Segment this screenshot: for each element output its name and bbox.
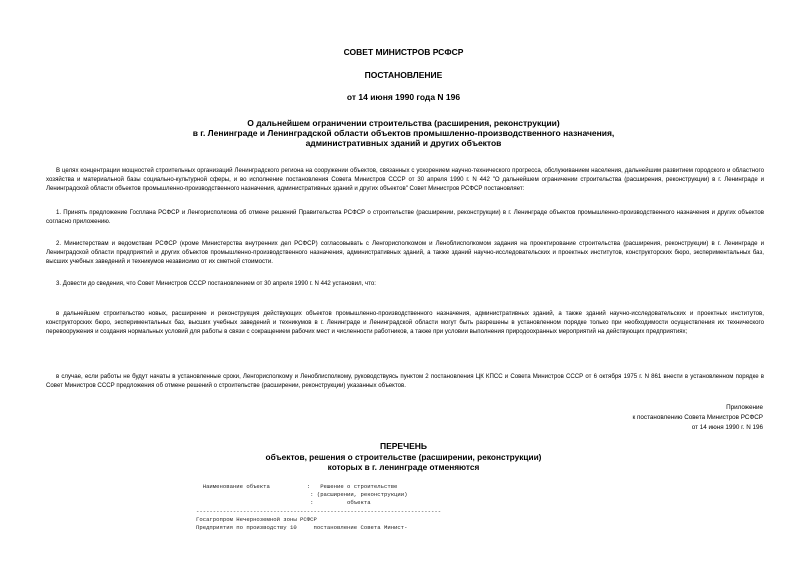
appendix-decree-ref: к постановлению Совета Министров РСФСР	[632, 414, 763, 421]
point-3-clause-a: в дальнейшем строительство новых, расширение и реконструкция действующих объектов промышленно-производственного назначения, административных зданий, а также зданий научно-исследовательских и проектных институтов, конструкторских бюро, экспериментальных баз, высших учебных заведений и техникумов в г. Ленинграде и Ленинградской области могут быть разрешены в установленном порядке только при необходимости осуществления их технического перевооружения и создания нормальных условий для работы в связи с сокращением рабочих мест и численности работников, а также при условии выполнения природоохранных мероприятий на действующих предприятиях;	[46, 310, 764, 335]
point-2-paragraph: 2. Министерствам и ведомствам РСФСР (кроме Министерства внутренних дел РСФСР) согласовывать с Ленгорисполкомом и Леноблисполкомом задания на проектирование строительства (расширения, реконструкции) в г. Ленинграде и Ленинградской области предприятий и других объектов промышленно-производственного назначения, административных зданий, а также зданий научно-исследовательских и проектных институтов, конструкторских бюро, экспериментальных баз, высших учебных заведений и техникумов независимо от их сметной стоимости.	[46, 240, 764, 265]
document-type-heading: ПОСТАНОВЛЕНИЕ	[364, 70, 443, 80]
list-title: ПЕРЕЧЕНЬ	[379, 441, 427, 451]
point-1-paragraph: 1. Принять предложение Госплана РСФСР и Ленгорисполкома об отмене решений Правительства РСФСР о строительстве (расширении, реконструкции) в г. Ленинграде объектов промышленно-производственного назначения и других объектов согласно приложению.	[46, 209, 764, 225]
authority-heading: СОВЕТ МИНИСТРОВ РСФСР	[343, 47, 464, 57]
list-subtitle-line: объектов, решения о строительстве (расширении, реконструкции)	[265, 452, 542, 462]
list-subtitle-line: которых в г. ленинграде отменяются	[327, 462, 480, 472]
point-3-paragraph: 3. Довести до сведения, что Совет Министров СССР постановлением от 30 апреля 1990 г. N 442 установил, что:	[56, 280, 376, 287]
point-3-clause-b: в случае, если работы не будут начаты в установленные сроки, Ленгорисполкому и Леноблисполкому, руководствуясь пунктом 2 постановления ЦК КПСС и Совета Министров СССР от 6 октября 1975 г. N 861 внести в установленном порядке в Совет Министров СССР предложения об отмене решений о строительстве (расширении, реконструкции) указанных объектов.	[46, 373, 764, 389]
title-line: административных зданий и других объектов	[305, 138, 502, 148]
title-line: в г. Ленинграде и Ленинградской области объектов промышленно-производственного назначения,	[192, 128, 615, 138]
title-line: О дальнейшем ограничении строительства (расширения, реконструкции)	[247, 118, 560, 128]
appendix-date: от 14 июня 1990 г. N 196	[691, 424, 763, 431]
table-header: Наименование объекта : Решение о строительстве : (расширении, реконструкции) : объекта	[202, 483, 408, 506]
table-rows: Госагропром Нечерноземной зоны РСФСР Предприятия по производству 10 постановление Совета Минист-	[196, 516, 408, 531]
preamble-paragraph: В целях концентрации мощностей строительных организаций Ленинградского региона на сооружении объектов, связанных с ускорением научно-технического прогресса, обслуживанием населения, дальнейшим развитием городского и областного хозяйства и материальной базы социально-культурной сферы, и во исполнение постановления Совета Министров СССР от 30 апреля 1990 г. N 442 "О дальнейшем ограничении строительства (расширения, реконструкции) в г. Ленинграде и Ленинградской области объектов промышленно-производственного назначения, административных зданий и других объектов" Совет Министров РСФСР постановляет:	[46, 167, 764, 192]
table-rule: -------------------------------------------------------------------------	[196, 508, 442, 515]
appendix-label: Приложение	[726, 404, 763, 411]
date-number-line: от 14 июня 1990 года N 196	[346, 92, 461, 102]
